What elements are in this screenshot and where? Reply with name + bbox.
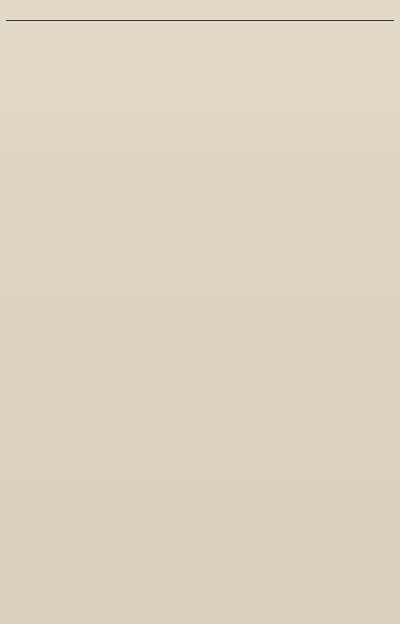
- section-divider: [6, 20, 394, 21]
- bleed-through-text: [388, 18, 392, 32]
